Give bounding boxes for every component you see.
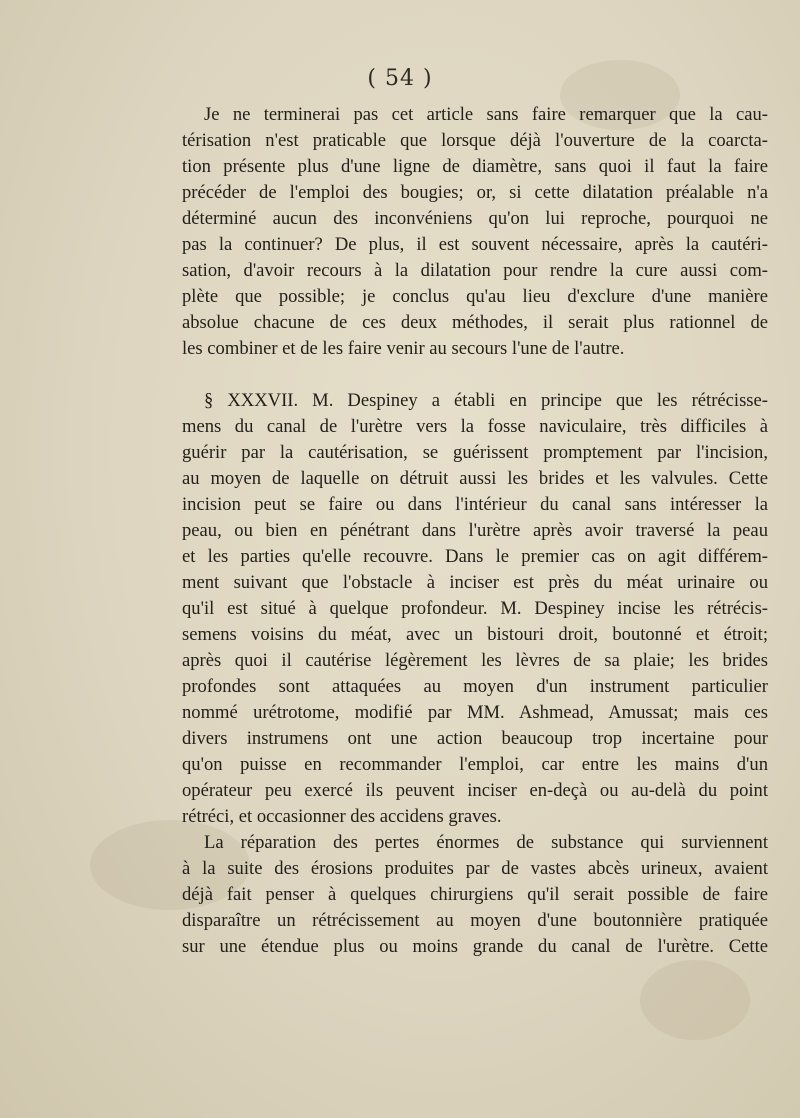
text-line: Je ne terminerai pas cet article sans faire remarquer que la cau- [204,104,768,125]
text-line: après quoi il cautérise légèrement les lèvres de sa plaie; les brides [182,650,768,671]
text-line: peau, ou bien en pénétrant dans l'urètre après avoir traversé la peau [182,520,768,541]
text-line: au moyen de laquelle on détruit aussi les brides et les valvules. Cette [182,468,768,489]
text-line: § XXXVII. M. Despiney a établi en principe que les rétrécisse- [204,390,768,411]
text-line: déjà fait penser à quelques chirurgiens qu'il serait possible de faire [182,884,768,905]
text-line: qu'on puisse en recommander l'emploi, car entre les mains d'un [182,754,768,775]
text-line: guérir par la cautérisation, se guérissent promptement par l'incision, [182,442,768,463]
text-line: incision peut se faire ou dans l'intérieur du canal sans intéresser la [182,494,768,515]
text-line: divers instrumens ont une action beaucoup trop incertaine pour [182,728,768,749]
text-line: térisation n'est praticable que lorsque déjà l'ouverture de la coarcta- [182,130,768,151]
body-text [182,102,768,960]
text-line: semens voisins du méat, avec un bistouri droit, boutonné et étroit; [182,624,768,645]
page-number: ( 54 ) [367,66,433,91]
paragraph [182,388,768,830]
text-line: qu'il est situé à quelque profondeur. M. Despiney incise les rétrécis- [182,598,768,619]
text-line: à la suite des érosions produites par de vastes abcès urineux, avaient [182,858,768,879]
text-line: mens du canal de l'urètre vers la fosse naviculaire, très difficiles à [182,416,768,437]
paragraph [182,830,768,960]
text-line: les combiner et de les faire venir au secours l'une de l'autre. [182,338,625,359]
text-line: déterminé aucun des inconvéniens qu'on lui reproche, pourquoi ne [182,208,768,229]
text-line: disparaître un rétrécissement au moyen d'une boutonnière pratiquée [182,910,768,931]
text-line: absolue chacune de ces deux méthodes, il serait plus rationnel de [182,312,768,333]
paper-stain [640,960,750,1040]
text-line: pas la continuer? De plus, il est souvent nécessaire, après la cautéri- [182,234,768,255]
text-line: et les parties qu'elle recouvre. Dans le premier cas on agit différem- [182,546,768,567]
text-line: La réparation des pertes énormes de substance qui surviennent [204,832,768,853]
text-line: profondes sont attaquées au moyen d'un instrument particulier [182,676,768,697]
text-line: opérateur peu exercé ils peuvent inciser en-deçà ou au-delà du point [182,780,768,801]
paragraph [182,102,768,362]
text-line: précéder de l'emploi des bougies; or, si cette dilatation préalable n'a [182,182,768,203]
paragraph-gap [182,362,768,388]
text-line: rétréci, et occasionner des accidens graves. [182,806,502,827]
text-line: sation, d'avoir recours à la dilatation pour rendre la cure aussi com- [182,260,768,281]
text-line: plète que possible; je conclus qu'au lieu d'exclure d'une manière [182,286,768,307]
text-line: tion présente plus d'une ligne de diamètre, sans quoi il faut la faire [182,156,768,177]
text-line: nommé urétrotome, modifié par MM. Ashmead, Amussat; mais ces [182,702,768,723]
text-line: ment suivant que l'obstacle à inciser est près du méat urinaire ou [182,572,768,593]
text-line: sur une étendue plus ou moins grande du canal de l'urètre. Cette [182,936,768,957]
